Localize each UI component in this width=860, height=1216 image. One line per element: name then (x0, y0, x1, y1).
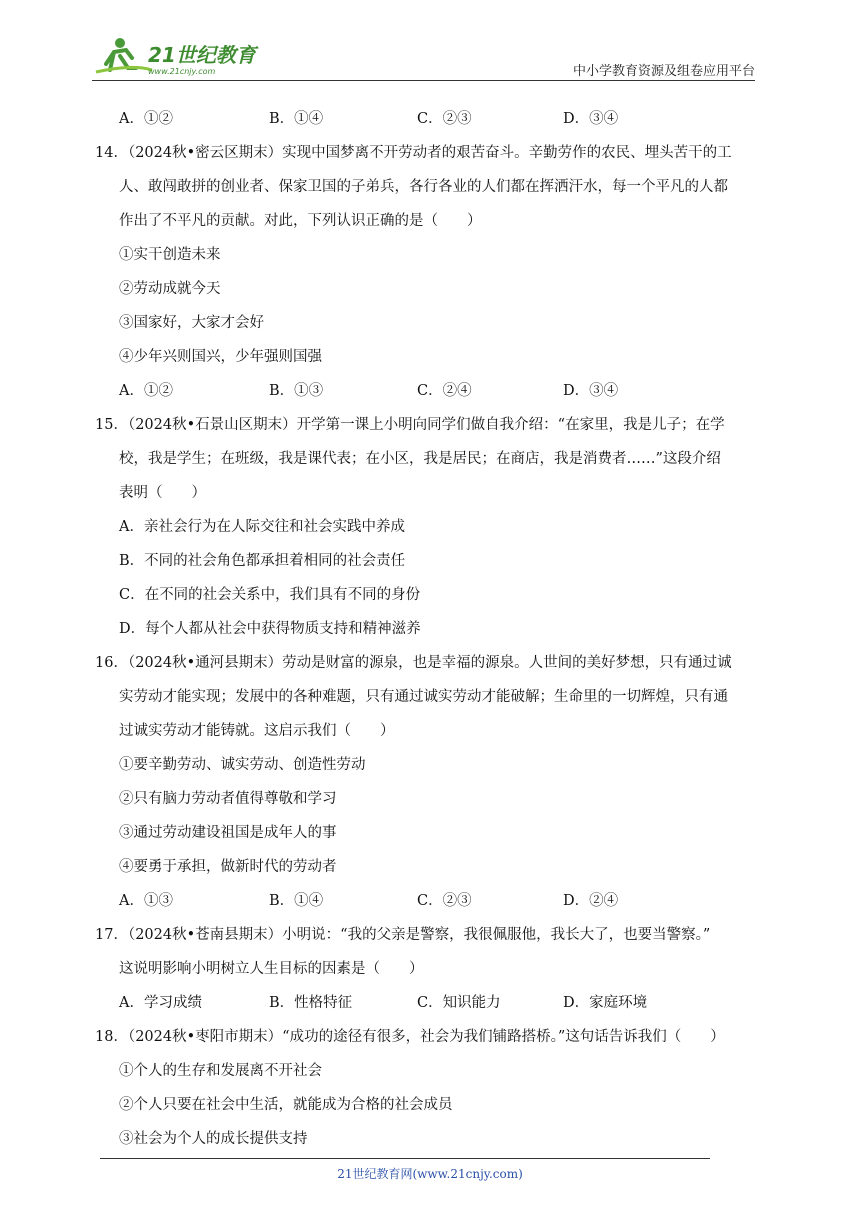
question-number: 18． (95, 1029, 128, 1045)
question-source: （2024秋•苍南县期末） (127, 927, 283, 943)
question-text: “成功的途径有很多，社会为我们铺路搭桥。”这句话告诉我们（ ） (282, 1029, 725, 1045)
option-c: C．②③ (417, 111, 472, 127)
statement-item: ①个人的生存和发展离不开社会 (119, 1063, 322, 1079)
question-text-line: 这说明影响小明树立人生目标的因素是（ ） (119, 961, 424, 977)
statement-item: ②劳动成就今天 (119, 281, 221, 297)
statement-item: ②个人只要在社会中生活，就能成为合格的社会成员 (119, 1097, 453, 1113)
option-a: A．①② (119, 383, 173, 399)
question-number: 15． (95, 417, 128, 433)
question-text: 开学第一课上小明向同学们做自我介绍：“在家里，我是儿子；在学 (296, 417, 725, 433)
statement-item: ②只有脑力劳动者值得尊敬和学习 (119, 791, 337, 807)
statement-item: ④少年兴则国兴，少年强则国强 (119, 349, 322, 365)
question-text-line: 实劳动才能实现；发展中的各种难题，只有通过诚实劳动才能破解；生命里的一切辉煌，只有通 (119, 689, 728, 705)
footer-site-link[interactable]: 21世纪教育网(www.21cnjy.com) (337, 1167, 523, 1181)
option-a: A．①② (119, 111, 173, 127)
option-d: D．家庭环境 (563, 995, 648, 1011)
site-logo (92, 34, 262, 80)
question-source: （2024秋•密云区期末） (127, 145, 283, 161)
option-a: A．①③ (119, 893, 173, 909)
option-b: B．不同的社会角色都承担着相同的社会责任 (119, 553, 406, 569)
question-15-line (95, 408, 770, 442)
logo-url-text: www.21cnjy.com (148, 67, 216, 76)
question-source: （2024秋•石景山区期末） (127, 417, 297, 433)
question-content (95, 102, 770, 1156)
question-source: （2024秋•枣阳市期末） (127, 1029, 283, 1045)
question-number: 16． (95, 655, 128, 671)
option-c: C．知识能力 (417, 995, 501, 1011)
question-text: 小明说：“我的父亲是警察，我很佩服他，我长大了，也要当警察。” (282, 927, 711, 943)
question-text-line: 表明（ ） (119, 485, 206, 501)
footer-divider (100, 1158, 710, 1159)
question-text-line: 过诚实劳动才能铸就。这启示我们（ ） (119, 723, 395, 739)
question-14-line (95, 136, 770, 170)
statement-item: ①实干创造未来 (119, 247, 221, 263)
question-text-line: 人、敢闯敢拼的创业者、保家卫国的子弟兵，各行各业的人们都在挥洒汗水，每一个平凡的人都 (119, 179, 728, 195)
option-row (95, 102, 770, 136)
statement-item: ④要勇于承担，做新时代的劳动者 (119, 859, 337, 875)
question-text: 实现中国梦离不开劳动者的艰苦奋斗。辛勤劳作的农民、埋头苦干的工 (282, 145, 732, 161)
option-a: A．学习成绩 (119, 995, 202, 1011)
question-source: （2024秋•通河县期末） (127, 655, 283, 671)
question-number: 14． (95, 145, 128, 161)
option-b: B．①④ (269, 111, 324, 127)
option-d: D．每个人都从社会中获得物质支持和精神滋养 (119, 621, 421, 637)
question-16-line (95, 646, 770, 680)
question-number: 17． (95, 927, 128, 943)
header-platform-name: 中小学教育资源及组卷应用平台 (572, 64, 755, 79)
question-text-line: 作出了不平凡的贡献。对此，下列认识正确的是（ ） (119, 213, 482, 229)
option-row (95, 986, 770, 1020)
question-18-line (95, 1020, 770, 1054)
option-d: D．②④ (563, 893, 619, 909)
header-divider (92, 80, 755, 81)
option-a: A．亲社会行为在人际交往和社会实践中养成 (119, 519, 405, 535)
option-b: B．①④ (269, 893, 324, 909)
statement-item: ③社会为个人的成长提供支持 (119, 1131, 308, 1147)
statement-item: ③国家好，大家才会好 (119, 315, 264, 331)
option-b: B．①③ (269, 383, 324, 399)
runner-logo-icon (92, 34, 262, 80)
option-row (95, 884, 770, 918)
option-d: D．③④ (563, 111, 619, 127)
question-text-line: 校，我是学生；在班级，我是课代表；在小区，我是居民；在商店，我是消费者……”这段介绍 (119, 451, 721, 467)
option-row (95, 374, 770, 408)
question-text: 劳动是财富的源泉，也是幸福的源泉。人世间的美好梦想，只有通过诚 (282, 655, 732, 671)
logo-brand-text: 21世纪教育 (148, 43, 256, 67)
statement-item: ①要辛勤劳动、诚实劳动、创造性劳动 (119, 757, 366, 773)
option-c: C．②④ (417, 383, 472, 399)
option-c: C．②③ (417, 893, 472, 909)
option-d: D．③④ (563, 383, 619, 399)
option-c: C．在不同的社会关系中，我们具有不同的身份 (119, 587, 421, 603)
option-b: B．性格特征 (269, 995, 353, 1011)
question-17-line (95, 918, 770, 952)
statement-item: ③通过劳动建设祖国是成年人的事 (119, 825, 337, 841)
